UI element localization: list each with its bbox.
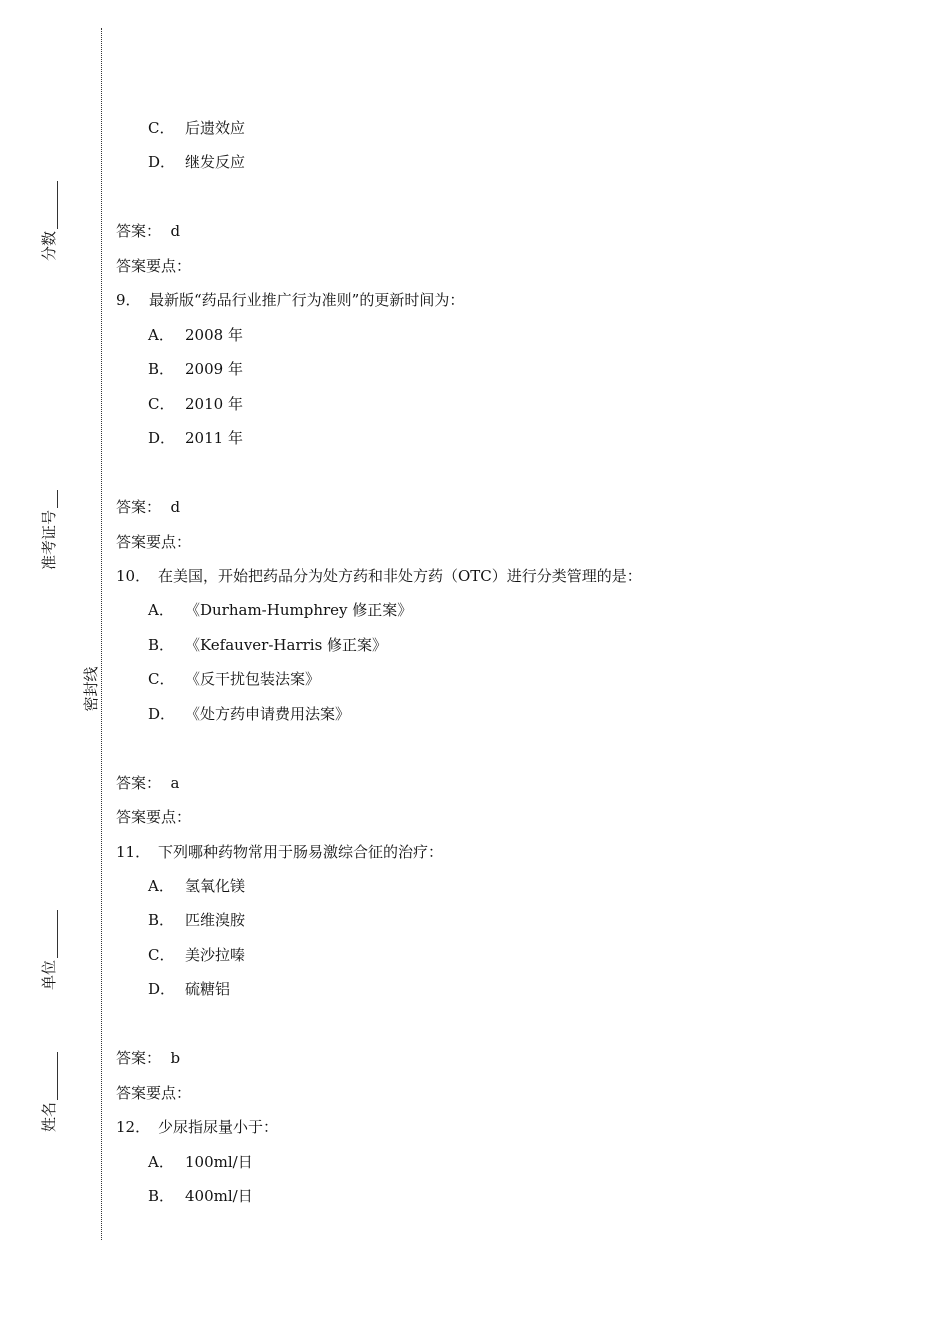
score-field	[38, 181, 58, 261]
option-line	[148, 635, 387, 655]
option-line	[148, 910, 245, 930]
unit-field	[38, 910, 58, 990]
question-line	[116, 290, 464, 310]
option-line	[148, 394, 243, 414]
answer-line: 答案： d	[116, 222, 181, 240]
option-line	[148, 979, 230, 999]
option-letter: B．	[148, 636, 175, 654]
option-line	[148, 1152, 253, 1172]
question-text: 最新版“药品行业推广行为准则”的更新时间为：	[149, 291, 465, 309]
question-number: 10．	[116, 567, 151, 585]
question-line	[116, 1117, 278, 1137]
option-letter: A．	[148, 1153, 174, 1171]
option-line	[148, 359, 243, 379]
option-text: 氢氧化镁	[185, 877, 246, 895]
option-text: 《反干扰包装法案》	[185, 670, 321, 688]
answer-line: 答案： a	[116, 774, 180, 792]
option-letter: B．	[148, 1187, 175, 1205]
option-line	[148, 945, 245, 965]
option-line	[148, 876, 245, 896]
score-label: 分数	[40, 230, 58, 261]
name-label: 姓名	[40, 1101, 58, 1132]
question-line	[116, 842, 443, 862]
option-line	[148, 152, 245, 172]
option-letter: A．	[148, 877, 174, 895]
option-letter: C．	[148, 119, 175, 137]
option-line	[148, 325, 243, 345]
exam-id-label: 准考证号	[40, 509, 58, 570]
unit-label: 单位	[40, 959, 58, 990]
question-line	[116, 566, 642, 586]
option-letter: B．	[148, 911, 175, 929]
option-text: 2011 年	[185, 429, 243, 447]
question-number: 9．	[116, 291, 141, 309]
option-line	[148, 669, 320, 689]
option-letter: D．	[148, 705, 176, 723]
option-text: 《Kefauver-Harris 修正案》	[185, 636, 388, 654]
option-text: 《Durham-Humphrey 修正案》	[185, 601, 413, 619]
option-line	[148, 118, 245, 138]
option-text: 匹维溴胺	[185, 911, 246, 929]
name-field	[38, 1052, 58, 1132]
option-letter: C．	[148, 670, 175, 688]
option-letter: C．	[148, 395, 175, 413]
option-letter: B．	[148, 360, 175, 378]
option-text: 400ml/日	[185, 1187, 253, 1205]
answer-points-line: 答案要点：	[116, 257, 192, 275]
option-letter: C．	[148, 946, 175, 964]
answer-line: 答案： d	[116, 498, 181, 516]
option-letter: D．	[148, 153, 176, 171]
option-letter: D．	[148, 980, 176, 998]
answer-points-line: 答案要点：	[116, 1084, 192, 1102]
seal-line-label: 密封线	[82, 666, 100, 712]
answer-points-line: 答案要点：	[116, 533, 192, 551]
option-text: 2008 年	[185, 326, 243, 344]
option-letter: A．	[148, 326, 174, 344]
exam-id-underline	[41, 490, 58, 508]
binding-dotted-line	[101, 28, 102, 1240]
exam-id-field	[38, 490, 58, 570]
option-text: 美沙拉嗪	[185, 946, 246, 964]
option-line	[148, 704, 350, 724]
question-number: 12．	[116, 1118, 151, 1136]
question-text: 下列哪种药物常用于肠易激综合征的治疗：	[158, 843, 444, 861]
question-text: 在美国，开始把药品分为处方药和非处方药（OTC）进行分类管理的是：	[158, 567, 642, 585]
option-letter: D．	[148, 429, 176, 447]
option-line	[148, 1186, 253, 1206]
option-text: 后遗效应	[185, 119, 246, 137]
option-line	[148, 600, 412, 620]
question-number: 11．	[116, 843, 151, 861]
option-text: 2010 年	[185, 395, 243, 413]
option-text: 硫糖铝	[185, 980, 231, 998]
option-letter: A．	[148, 601, 174, 619]
option-line	[148, 428, 243, 448]
option-text: 《处方药申请费用法案》	[185, 705, 351, 723]
option-text: 100ml/日	[185, 1153, 253, 1171]
option-text: 继发反应	[185, 153, 246, 171]
name-underline	[41, 1052, 58, 1100]
option-text: 2009 年	[185, 360, 243, 378]
question-text: 少尿指尿量小于：	[158, 1118, 279, 1136]
score-underline	[41, 181, 58, 229]
answer-points-line: 答案要点：	[116, 808, 192, 826]
unit-underline	[41, 910, 58, 958]
answer-line: 答案： b	[116, 1049, 181, 1067]
